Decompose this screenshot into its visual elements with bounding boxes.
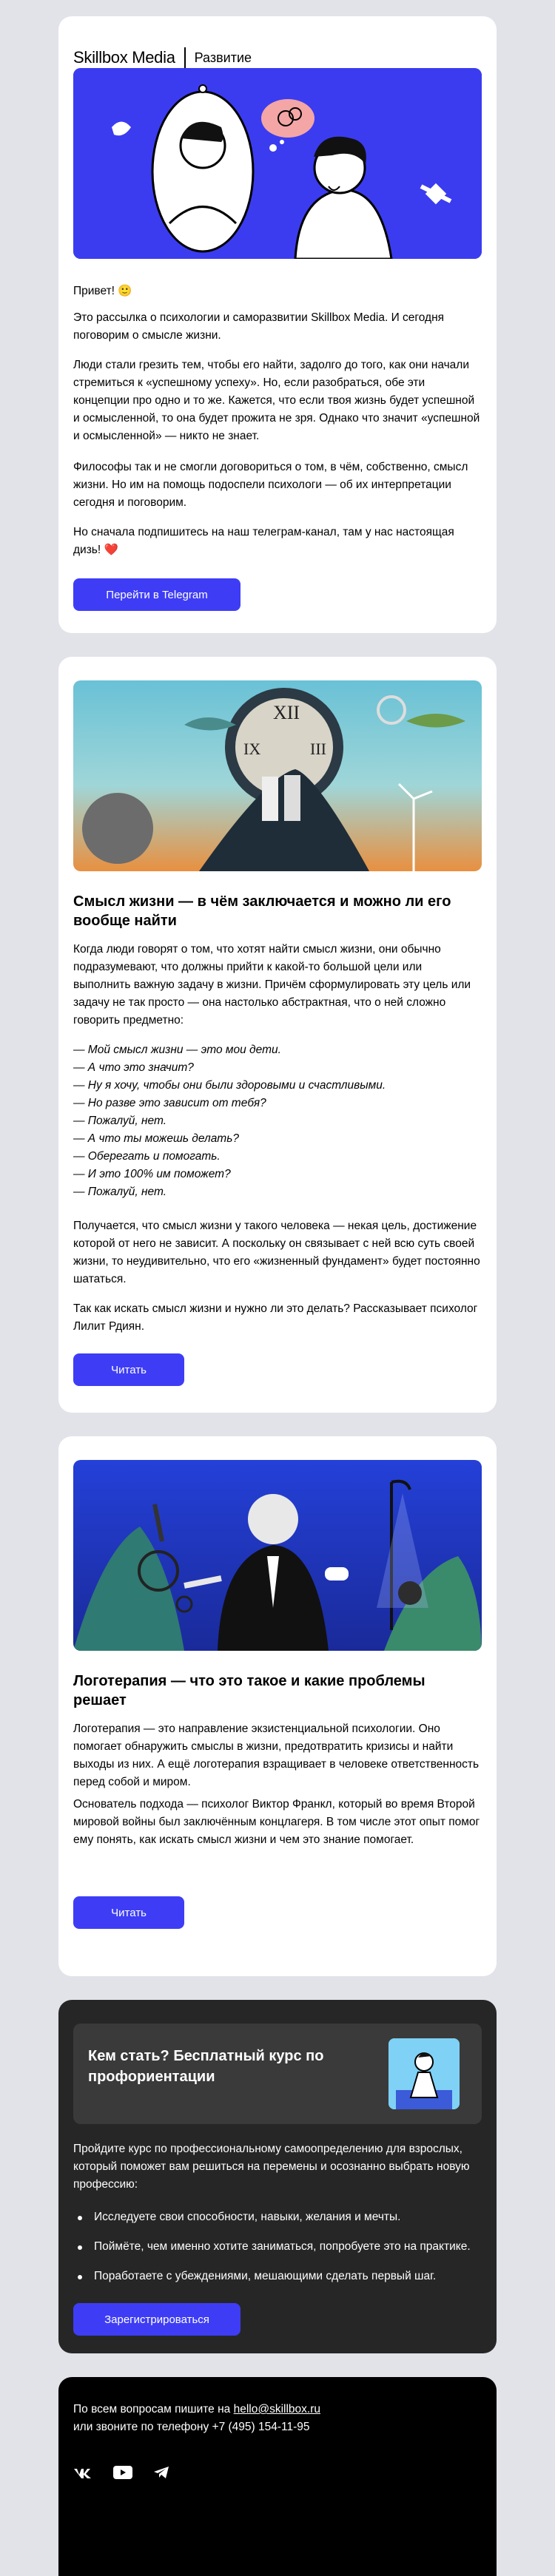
intro-paragraph: Философы так и не смогли договориться о том, в чём, собственно, смысл жизни. Но им на помощь подоспели психологи — об их интерпретации сегодня и поговорим. (73, 461, 468, 509)
article-paragraph: Когда люди говорят о том, что хотят найти смысл жизни, они обычно подразумевают, что должны прийти к какой-то большой цели или выполнить важную задачу в жизни. Причём сформулировать эту цель или задачу не так просто — она настолько абстрактная, что о ней сложно говорить предметно: (73, 943, 471, 1027)
intro-paragraph: Но сначала подпишитесь на наш телеграм-канал, там у нас настоящая дизь! ❤️ (73, 526, 454, 556)
promo-card (58, 2000, 497, 2353)
footer-phone-line: или звоните по телефону +7 (495) 154-11-95 (73, 2421, 310, 2433)
promo-bullet-list (73, 2208, 482, 2297)
svg-text:III: III (310, 740, 326, 758)
footer-contact-prefix: По всем вопросам пишите на (73, 2403, 234, 2416)
footer-contact-line (73, 2401, 482, 2418)
footer-card (58, 2377, 497, 2576)
dialog-line: — А что ты можешь делать? (73, 1132, 239, 1145)
intro-paragraph: Люди стали грезить тем, чтобы его найти, задолго до того, как они начали стремиться к «успешному успеху». Но, если разобраться, обе эти концепции про одно и то же. Кажется, что если твоя жизнь будет успешной и осмысленной, то она будет прожита не зря. Однако что значит «успешной и осмысленной» — никто не знает. (73, 359, 480, 442)
skillbox-media-logo[interactable]: Skillbox Media (73, 48, 175, 67)
intro-paragraph: Это рассылка о психологии и саморазвитии Skillbox Media. И сегодня поговорим о смысле жизни. (73, 311, 445, 342)
svg-text:IX: IX (243, 740, 261, 758)
read-button[interactable]: Читать (73, 1353, 184, 1386)
promo-title: Кем стать? Бесплатный курс по профориентации (88, 2048, 324, 2085)
promo-bullet: Исследуете свои способности, навыки, желания и мечты. (73, 2208, 482, 2226)
article-image-meaning-of-life[interactable] (73, 680, 482, 871)
dialog-line: — Мой смысл жизни — это мои дети. (73, 1044, 281, 1056)
article-card-logotherapy (58, 1436, 497, 1976)
article-title[interactable]: Смысл жизни — в чём заключается и можно ли его вообще найти (73, 893, 451, 929)
promo-illustration (388, 2038, 460, 2109)
dialog-quote (73, 1041, 482, 1201)
svg-text:XII: XII (273, 702, 300, 723)
promo-bullet: Поработаете с убеждениями, мешающими сделать первый шаг. (73, 2268, 482, 2285)
promo-banner[interactable] (73, 2024, 482, 2124)
register-button[interactable]: Зарегистрироваться (73, 2303, 240, 2336)
dialog-line: — Оберегать и помогать. (73, 1150, 221, 1163)
article-paragraph: Основатель подхода — психолог Виктор Франкл, который во время Второй мировой войны был заключённым концлагеря. В том числе этот опыт помог ему понять, как искать смысл жизни и чем это знание помогает. (73, 1798, 480, 1846)
intro-card (58, 16, 497, 633)
youtube-icon[interactable] (113, 2464, 132, 2484)
hero-illustration (73, 68, 482, 259)
dialog-line: — Пожалуй, нет. (73, 1115, 166, 1127)
dialog-line: — А что это значит? (73, 1061, 194, 1074)
social-links (73, 2464, 169, 2484)
telegram-button[interactable]: Перейти в Telegram (73, 578, 240, 611)
promo-bullet: Поймёте, чем именно хотите заниматься, попробуете это на практике. (73, 2238, 482, 2256)
vk-icon[interactable] (73, 2464, 92, 2484)
article-image-logotherapy[interactable] (73, 1460, 482, 1651)
dialog-line: — Пожалуй, нет. (73, 1186, 166, 1198)
dialog-line: — Ну я хочу, чтобы они были здоровыми и счастливыми. (73, 1079, 386, 1092)
dialog-line: — Но разве это зависит от тебя? (73, 1097, 266, 1109)
header-divider (184, 47, 186, 68)
article-title[interactable]: Логотерапия — что это такое и какие проблемы решает (73, 1673, 426, 1708)
article-paragraph: Так как искать смысл жизни и нужно ли это делать? Рассказывает психолог Лилит Рдиян. (73, 1302, 478, 1333)
dialog-line: — И это 100% им поможет? (73, 1168, 231, 1180)
rubric-label: Развитие (194, 50, 252, 65)
greeting: Привет! 🙂 (73, 285, 132, 297)
footer-email-link[interactable]: hello@skillbox.ru (233, 2403, 320, 2416)
article-paragraph: Получается, что смысл жизни у такого человека — некая цель, достижение которой от него не зависит. А поскольку он связывает с ней всю суть своей жизни, то неудивительно, что его «жизненный фундамент» будет постоянно шататься. (73, 1220, 480, 1285)
newsletter-header (73, 46, 252, 70)
article-card-meaning-of-life (58, 657, 497, 1413)
promo-intro: Пройдите курс по профессиональному самоопределению для взрослых, который поможет вам решиться на перемены и осознанно выбрать новую профессию: (73, 2143, 470, 2191)
telegram-icon[interactable] (153, 2464, 169, 2484)
article-paragraph: Логотерапия — это направление экзистенциальной психологии. Оно помогает обнаружить смыслы в жизни, предотвратить кризисы и найти выходы из них. А ещё логотерапия взращивает в человеке ответственность перед собой и миром. (73, 1723, 480, 1788)
read-button[interactable]: Читать (73, 1896, 184, 1929)
